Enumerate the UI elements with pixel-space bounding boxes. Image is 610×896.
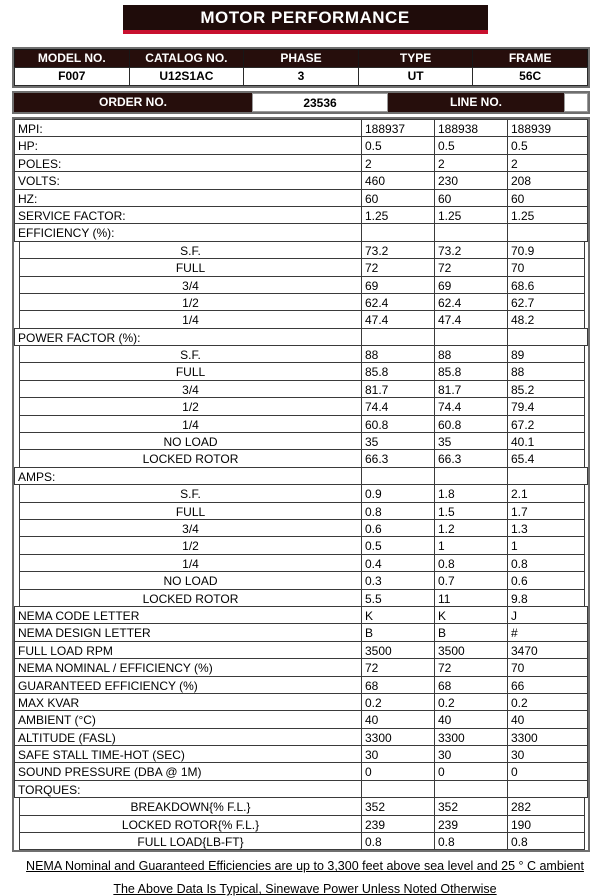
- row-label: MPI:: [14, 119, 362, 137]
- table-row: [14, 171, 588, 189]
- model-no-value: F007: [14, 67, 130, 86]
- value-cell: 0.3: [361, 571, 435, 589]
- value-cell: 73.2: [434, 241, 508, 259]
- table-row: [14, 502, 588, 520]
- value-cell: 0: [434, 762, 508, 780]
- row-label: BREAKDOWN{% F.L.}: [19, 797, 362, 815]
- value-cell: 1: [507, 536, 585, 554]
- table-row: [14, 241, 588, 259]
- row-label: POLES:: [14, 154, 362, 172]
- row-label: 1/2: [19, 293, 362, 311]
- value-cell: [434, 467, 508, 485]
- value-cell: 0.2: [434, 693, 508, 711]
- line-no-value: [564, 93, 588, 112]
- row-label: FULL LOAD{LB-FT}: [19, 832, 362, 850]
- value-cell: 62.4: [361, 293, 435, 311]
- value-cell: 74.4: [434, 397, 508, 415]
- row-label: LOCKED ROTOR{% F.L.}: [19, 815, 362, 833]
- row-label: 1/4: [19, 415, 362, 433]
- value-cell: 72: [434, 258, 508, 276]
- value-cell: 69: [434, 276, 508, 294]
- value-cell: 47.4: [434, 310, 508, 328]
- row-label: SERVICE FACTOR:: [14, 206, 362, 224]
- value-cell: 0.8: [434, 554, 508, 572]
- value-cell: 0.6: [361, 519, 435, 537]
- value-cell: K: [434, 606, 508, 624]
- value-cell: 230: [434, 171, 508, 189]
- row-label: FULL: [19, 258, 362, 276]
- value-cell: 3300: [434, 728, 508, 746]
- value-cell: 62.4: [434, 293, 508, 311]
- value-cell: 11: [434, 589, 508, 607]
- value-cell: 40: [361, 710, 435, 728]
- value-cell: 79.4: [507, 397, 585, 415]
- catalog-no-value: U12S1AC: [129, 67, 245, 86]
- value-cell: [434, 780, 508, 798]
- value-cell: 3500: [434, 641, 508, 659]
- table-row: [14, 554, 588, 572]
- table-row: [14, 276, 588, 294]
- value-cell: 0.5: [507, 136, 588, 154]
- column-header-frame: FRAME: [472, 49, 588, 68]
- value-cell: 0.8: [507, 554, 585, 572]
- value-cell: 40: [507, 710, 588, 728]
- table-row: [14, 136, 588, 154]
- row-label: TORQUES:: [14, 780, 362, 798]
- table-row: [14, 449, 588, 467]
- value-cell: 5.5: [361, 589, 435, 607]
- value-cell: 2: [361, 154, 435, 172]
- value-cell: 1.7: [507, 502, 585, 520]
- row-label: SAFE STALL TIME-HOT (SEC): [14, 745, 362, 763]
- value-cell: 3500: [361, 641, 435, 659]
- row-label: HZ:: [14, 189, 362, 207]
- value-cell: 2: [434, 154, 508, 172]
- value-cell: 0.8: [361, 832, 435, 850]
- value-cell: 81.7: [434, 380, 508, 398]
- row-label: FULL: [19, 502, 362, 520]
- frame-value: 56C: [472, 67, 588, 86]
- value-cell: [361, 780, 435, 798]
- table-row: [14, 536, 588, 554]
- value-cell: [507, 780, 588, 798]
- row-label: AMPS:: [14, 467, 362, 485]
- value-cell: 352: [361, 797, 435, 815]
- table-row: [14, 484, 588, 502]
- value-cell: [434, 328, 508, 346]
- value-cell: K: [361, 606, 435, 624]
- value-cell: 74.4: [361, 397, 435, 415]
- value-cell: 70.9: [507, 241, 585, 259]
- value-cell: 60.8: [361, 415, 435, 433]
- value-cell: 68.6: [507, 276, 585, 294]
- row-label: NEMA NOMINAL / EFFICIENCY (%): [14, 658, 362, 676]
- value-cell: 239: [434, 815, 508, 833]
- value-cell: 1.2: [434, 519, 508, 537]
- table-row: [14, 745, 588, 763]
- value-cell: 0.8: [361, 502, 435, 520]
- table-row: [14, 328, 588, 346]
- table-row: [14, 693, 588, 711]
- footnote-efficiency-altitude: NEMA Nominal and Guaranteed Efficiencies are up to 3,300 feet above sea level and 25 ° C ambient: [26, 859, 584, 874]
- value-cell: 40: [434, 710, 508, 728]
- row-label: 3/4: [19, 276, 362, 294]
- order-no-value: 23536: [252, 93, 388, 112]
- value-cell: B: [434, 623, 508, 641]
- table-row: [14, 606, 588, 624]
- table-row: [14, 780, 588, 798]
- table-row: [14, 641, 588, 659]
- value-cell: 72: [361, 258, 435, 276]
- table-row: [14, 415, 588, 433]
- value-cell: 40.1: [507, 432, 585, 450]
- value-cell: 2: [507, 154, 588, 172]
- order-no-label: ORDER NO.: [98, 95, 167, 109]
- value-cell: 282: [507, 797, 585, 815]
- value-cell: 72: [361, 658, 435, 676]
- line-no-label: LINE NO.: [449, 95, 502, 109]
- value-cell: 30: [507, 745, 588, 763]
- row-label: NO LOAD: [19, 571, 362, 589]
- value-cell: 85.2: [507, 380, 585, 398]
- table-row: [14, 728, 588, 746]
- table-row: [14, 293, 588, 311]
- value-cell: 69: [361, 276, 435, 294]
- value-cell: [434, 223, 508, 241]
- value-cell: 188939: [507, 119, 588, 137]
- row-label: HP:: [14, 136, 362, 154]
- value-cell: 1.8: [434, 484, 508, 502]
- row-label: GUARANTEED EFFICIENCY (%): [14, 676, 362, 694]
- value-cell: [361, 223, 435, 241]
- row-label: 3/4: [19, 380, 362, 398]
- header-table: [12, 47, 590, 88]
- row-label: NEMA DESIGN LETTER: [14, 623, 362, 641]
- column-header-model-no: MODEL NO.: [14, 49, 130, 68]
- table-row: [14, 206, 588, 224]
- table-row: [14, 676, 588, 694]
- value-cell: [507, 328, 588, 346]
- value-cell: 0.5: [361, 136, 435, 154]
- row-label: NO LOAD: [19, 432, 362, 450]
- row-label: SOUND PRESSURE (DBA @ 1M): [14, 762, 362, 780]
- value-cell: 2.1: [507, 484, 585, 502]
- value-cell: 1.25: [361, 206, 435, 224]
- value-cell: 68: [361, 676, 435, 694]
- value-cell: 85.8: [434, 362, 508, 380]
- value-cell: 1.25: [434, 206, 508, 224]
- row-label: 1/2: [19, 536, 362, 554]
- type-value: UT: [358, 67, 474, 86]
- phase-value: 3: [243, 67, 359, 86]
- value-cell: 48.2: [507, 310, 585, 328]
- row-label: FULL LOAD RPM: [14, 641, 362, 659]
- value-cell: 88: [361, 345, 435, 363]
- value-cell: 66.3: [434, 449, 508, 467]
- row-label: 1/4: [19, 554, 362, 572]
- value-cell: 0.7: [434, 571, 508, 589]
- value-cell: 0.4: [361, 554, 435, 572]
- value-cell: 60.8: [434, 415, 508, 433]
- header-table-head-row: [14, 49, 588, 68]
- value-cell: 88: [434, 345, 508, 363]
- motor-performance-sheet: [0, 5, 610, 896]
- row-label: ALTITUDE (FASL): [14, 728, 362, 746]
- value-cell: 0.9: [361, 484, 435, 502]
- row-label: EFFICIENCY (%):: [14, 223, 362, 241]
- table-row: [14, 815, 588, 833]
- value-cell: 68: [434, 676, 508, 694]
- row-label: S.F.: [19, 345, 362, 363]
- value-cell: 81.7: [361, 380, 435, 398]
- table-row: [14, 762, 588, 780]
- value-cell: 190: [507, 815, 585, 833]
- value-cell: 1.25: [507, 206, 588, 224]
- table-row: [14, 623, 588, 641]
- row-label: MAX KVAR: [14, 693, 362, 711]
- table-row: [14, 832, 588, 850]
- value-cell: 73.2: [361, 241, 435, 259]
- header-table-value-row: [14, 67, 588, 86]
- order-line-row: [12, 91, 590, 114]
- row-label: 1/4: [19, 310, 362, 328]
- table-row: [14, 397, 588, 415]
- table-row: [14, 154, 588, 172]
- row-label: NEMA CODE LETTER: [14, 606, 362, 624]
- value-cell: 0.8: [507, 832, 585, 850]
- value-cell: 35: [361, 432, 435, 450]
- value-cell: 0.5: [434, 136, 508, 154]
- column-header-type: TYPE: [358, 49, 474, 68]
- value-cell: 70: [507, 658, 588, 676]
- row-label: LOCKED ROTOR: [19, 589, 362, 607]
- value-cell: #: [507, 623, 588, 641]
- value-cell: 3300: [507, 728, 588, 746]
- column-header-phase: PHASE: [243, 49, 359, 68]
- row-label: 3/4: [19, 519, 362, 537]
- value-cell: [361, 328, 435, 346]
- table-row: [14, 589, 588, 607]
- table-row: [14, 380, 588, 398]
- value-cell: 0.5: [361, 536, 435, 554]
- table-row: [14, 189, 588, 207]
- value-cell: 70: [507, 258, 585, 276]
- value-cell: 208: [507, 171, 588, 189]
- table-row: [14, 658, 588, 676]
- value-cell: 0.6: [507, 571, 585, 589]
- value-cell: 0: [361, 762, 435, 780]
- value-cell: 88: [507, 362, 585, 380]
- spec-table: [12, 117, 590, 852]
- value-cell: 352: [434, 797, 508, 815]
- value-cell: 3300: [361, 728, 435, 746]
- table-row: [14, 310, 588, 328]
- table-row: [14, 119, 588, 137]
- row-label: S.F.: [19, 484, 362, 502]
- value-cell: 460: [361, 171, 435, 189]
- row-label: S.F.: [19, 241, 362, 259]
- value-cell: 1.3: [507, 519, 585, 537]
- value-cell: 0.2: [361, 693, 435, 711]
- value-cell: [507, 223, 588, 241]
- value-cell: 65.4: [507, 449, 585, 467]
- column-header-catalog-no: CATALOG NO.: [129, 49, 245, 68]
- value-cell: 35: [434, 432, 508, 450]
- value-cell: 0.2: [507, 693, 588, 711]
- table-row: [14, 797, 588, 815]
- footnote-typical-data: The Above Data Is Typical, Sinewave Power Unless Noted Otherwise: [113, 882, 497, 896]
- table-row: [14, 258, 588, 276]
- value-cell: 9.8: [507, 589, 585, 607]
- table-row: [14, 519, 588, 537]
- value-cell: 60: [434, 189, 508, 207]
- value-cell: B: [361, 623, 435, 641]
- value-cell: 239: [361, 815, 435, 833]
- value-cell: [361, 467, 435, 485]
- table-row: [14, 467, 588, 485]
- value-cell: 3470: [507, 641, 588, 659]
- value-cell: 60: [507, 189, 588, 207]
- value-cell: 30: [434, 745, 508, 763]
- value-cell: 188938: [434, 119, 508, 137]
- value-cell: 47.4: [361, 310, 435, 328]
- value-cell: 67.2: [507, 415, 585, 433]
- value-cell: 66.3: [361, 449, 435, 467]
- row-label: 1/2: [19, 397, 362, 415]
- table-row: [14, 345, 588, 363]
- row-label: VOLTS:: [14, 171, 362, 189]
- page-title: MOTOR PERFORMANCE: [123, 5, 488, 34]
- value-cell: 188937: [361, 119, 435, 137]
- value-cell: 0: [507, 762, 588, 780]
- value-cell: 30: [361, 745, 435, 763]
- value-cell: 62.7: [507, 293, 585, 311]
- table-row: [14, 432, 588, 450]
- value-cell: 66: [507, 676, 588, 694]
- table-row: [14, 223, 588, 241]
- value-cell: 60: [361, 189, 435, 207]
- row-label: AMBIENT (°C): [14, 710, 362, 728]
- table-row: [14, 362, 588, 380]
- table-row: [14, 571, 588, 589]
- row-label: POWER FACTOR (%):: [14, 328, 362, 346]
- row-label: LOCKED ROTOR: [19, 449, 362, 467]
- value-cell: [507, 467, 588, 485]
- value-cell: 0.8: [434, 832, 508, 850]
- value-cell: 85.8: [361, 362, 435, 380]
- value-cell: J: [507, 606, 588, 624]
- value-cell: 89: [507, 345, 585, 363]
- value-cell: 1: [434, 536, 508, 554]
- table-row: [14, 710, 588, 728]
- row-label: FULL: [19, 362, 362, 380]
- value-cell: 72: [434, 658, 508, 676]
- value-cell: 1.5: [434, 502, 508, 520]
